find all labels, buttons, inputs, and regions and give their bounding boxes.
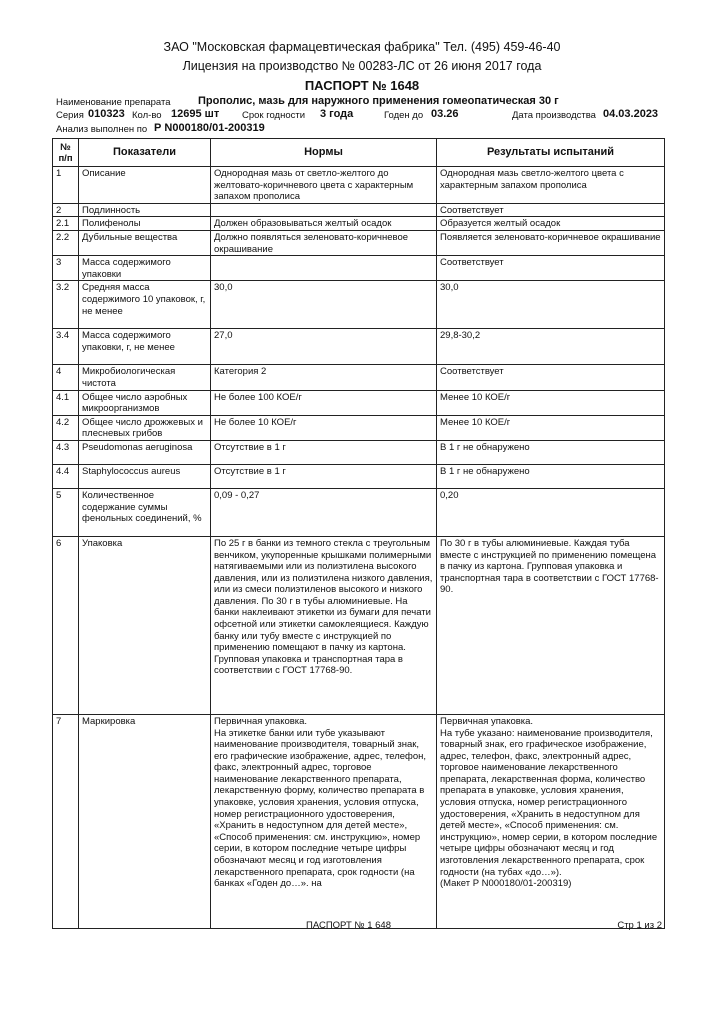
table-row — [53, 256, 665, 281]
drug-value: Прополис, мазь для наружного применения гомеопатическая 30 г — [198, 95, 559, 107]
footer-passport-number: ПАСПОРТ № 1 648 — [306, 920, 391, 931]
table-row — [53, 390, 665, 415]
row-indicator: Упаковка — [79, 536, 211, 714]
production-date-value: 04.03.2023 — [603, 108, 659, 120]
row-norm: По 25 г в банки из темного стекла с треугольным венчиком, укупоренные крышками полимерными натягиваемыми или из полиэтилена высокого давления, или из полиэтилена низкого давления, или из смеси полиэтиленов высокого и низкого давления. По 30 г в тубы алюминиевые. На банки наклеивают этикетки из бумаги для печати офсетной или этикетки самоклеящиеся. Каждую банку или тубу вместе с инструкцией по применению помещают в пачку из картона. Групповая упаковка и транспортная тара в соответствии с ГОСТ 17768-90. — [211, 536, 437, 714]
row-norm: Однородная мазь от светло-желтого до желтовато-коричневого цвета с характерным запахом прополиса — [211, 167, 437, 204]
col-header-number: № п/п — [53, 139, 79, 167]
company-line: ЗАО "Московская фармацевтическая фабрика" Тел. (495) 459-46-40 — [163, 40, 561, 54]
table-row — [53, 230, 665, 255]
table-row — [53, 365, 665, 390]
row-norm: Категория 2 — [211, 365, 437, 390]
row-result: Соответствует — [437, 203, 665, 217]
row-norm: Отсутствие в 1 г — [211, 440, 437, 464]
row-number: 3.4 — [53, 329, 79, 365]
row-indicator: Масса содержимого упаковки, г, не менее — [79, 329, 211, 365]
row-number: 6 — [53, 536, 79, 714]
row-indicator: Масса содержимого упаковки — [79, 256, 211, 281]
row-number: 2.2 — [53, 230, 79, 255]
row-norm: Не более 10 КОЕ/г — [211, 415, 437, 440]
row-number: 3.2 — [53, 281, 79, 329]
row-indicator: Общее число аэробных микроорганизмов — [79, 390, 211, 415]
row-result: Менее 10 КОЕ/г — [437, 415, 665, 440]
row-indicator: Pseudomonas aeruginosa — [79, 440, 211, 464]
analysis-label: Анализ выполнен по — [56, 124, 148, 135]
col-header-indicator: Показатели — [79, 139, 211, 167]
qty-label: Кол-во — [132, 110, 162, 121]
row-indicator: Маркировка — [79, 714, 211, 928]
row-indicator: Общее число дрожжевых и плесневых грибов — [79, 415, 211, 440]
row-result: В 1 г не обнаружено — [437, 440, 665, 464]
row-result: Появляется зеленовато-коричневое окрашивание — [437, 230, 665, 255]
row-result: 0,20 — [437, 488, 665, 536]
series-value: 010323 — [88, 108, 125, 120]
row-indicator: Средняя масса содержимого 10 упаковок, г, не менее — [79, 281, 211, 329]
row-norm: Должно появляться зеленовато-коричневое окрашивание — [211, 230, 437, 255]
table-row — [53, 203, 665, 217]
row-indicator: Микробиологическая чистота — [79, 365, 211, 390]
drug-name-row — [56, 95, 559, 108]
table-row — [53, 281, 665, 329]
row-indicator: Полифенолы — [79, 217, 211, 231]
row-indicator: Дубильные вещества — [79, 230, 211, 255]
table-row — [53, 440, 665, 464]
row-number: 1 — [53, 167, 79, 204]
row-number: 7 — [53, 714, 79, 928]
row-indicator: Количественное содержание суммы фенольных соединений, % — [79, 488, 211, 536]
footer-page-number: Стр 1 из 2 — [617, 920, 662, 931]
production-date-label: Дата производства — [512, 110, 596, 121]
row-number: 2.1 — [53, 217, 79, 231]
series-label: Серия — [56, 110, 84, 121]
row-number: 5 — [53, 488, 79, 536]
analysis-row — [56, 122, 265, 135]
valid-until-value: 03.26 — [431, 108, 459, 120]
row-norm: Не более 100 КОЕ/г — [211, 390, 437, 415]
row-result: 29,8-30,2 — [437, 329, 665, 365]
table-row — [53, 329, 665, 365]
row-norm: Отсутствие в 1 г — [211, 464, 437, 488]
table-row — [53, 167, 665, 204]
row-norm — [211, 256, 437, 281]
row-result: Однородная мазь светло-желтого цвета с характерным запахом прополиса — [437, 167, 665, 204]
row-norm: 30,0 — [211, 281, 437, 329]
row-result: Менее 10 КОЕ/г — [437, 390, 665, 415]
table-row — [53, 464, 665, 488]
row-number: 4.3 — [53, 440, 79, 464]
row-result: 30,0 — [437, 281, 665, 329]
table-row — [53, 415, 665, 440]
row-norm — [211, 203, 437, 217]
row-result: В 1 г не обнаружено — [437, 464, 665, 488]
row-result: Соответствует — [437, 365, 665, 390]
shelf-life-label: Срок годности — [242, 110, 306, 121]
row-indicator: Описание — [79, 167, 211, 204]
passport-title: ПАСПОРТ № 1648 — [304, 78, 420, 93]
row-result: Соответствует — [437, 256, 665, 281]
row-indicator: Подлинность — [79, 203, 211, 217]
batch-row — [56, 108, 659, 121]
passport-table — [52, 138, 665, 929]
row-result: По 30 г в тубы алюминиевые. Каждая туба вместе с инструкцией по применению помещена в пачку из картона. Групповая упаковка и транспортная тара в соответствии с ГОСТ 17768-90. — [437, 536, 665, 714]
table-row — [53, 488, 665, 536]
drug-label: Наименование препарата — [56, 97, 171, 108]
col-header-norms: Нормы — [211, 139, 437, 167]
row-result: Первичная упаковка. На тубе указано: наименование производителя, товарный знак, его графическое изображение, адрес, телефон, факс, электронный адрес, торговое наименование лекарственного препарата, лекарственная форма, количество препарата в упаковке, условия хранения, условия отпуска, номер регистрационного удостоверения, «Хранить в недоступном для детей месте», «Способ применения: см. инструкцию», номер серии, в котором последние четыре цифры обозначают месяц и год изготовления лекарственного препарата, срок годности (на тубах «до…»). (Макет Р N000180/01-200319) — [437, 714, 665, 928]
table-row — [53, 217, 665, 231]
row-norm: Первичная упаковка. На этикетке банки или тубе указывают наименование производителя, товарный знак, его графические изображение, адрес, телефон, факс, электронный адрес, торговое наименование лекарственного препарата, лекарственную форму, количество препарата в упаковке, условия хранения, условия отпуска, номер регистрационного удостоверения, «Хранить в недоступном для детей месте», «Способ применения: см. инструкцию», номер серии, в котором последние четыре цифры обозначают месяц и год изготовления лекарственного препарата, срок годности (на банках «Годен до…». на — [211, 714, 437, 928]
analysis-value: Р N000180/01-200319 — [154, 122, 265, 134]
row-number: 2 — [53, 203, 79, 217]
qty-value: 12695 шт — [171, 108, 220, 120]
row-number: 4.4 — [53, 464, 79, 488]
table-row — [53, 714, 665, 928]
row-number: 4.1 — [53, 390, 79, 415]
row-number: 4.2 — [53, 415, 79, 440]
row-number: 4 — [53, 365, 79, 390]
row-norm: 27,0 — [211, 329, 437, 365]
valid-until-label: Годен до — [384, 110, 424, 121]
col-header-results: Результаты испытаний — [437, 139, 665, 167]
row-indicator: Staphylococcus aureus — [79, 464, 211, 488]
table-row — [53, 536, 665, 714]
row-number: 3 — [53, 256, 79, 281]
row-result: Образуется желтый осадок — [437, 217, 665, 231]
shelf-life-value: 3 года — [320, 108, 354, 120]
row-norm: Должен образовываться желтый осадок — [211, 217, 437, 231]
row-norm: 0,09 - 0,27 — [211, 488, 437, 536]
license-line: Лицензия на производство № 00283-ЛС от 26 июня 2017 года — [182, 59, 542, 73]
